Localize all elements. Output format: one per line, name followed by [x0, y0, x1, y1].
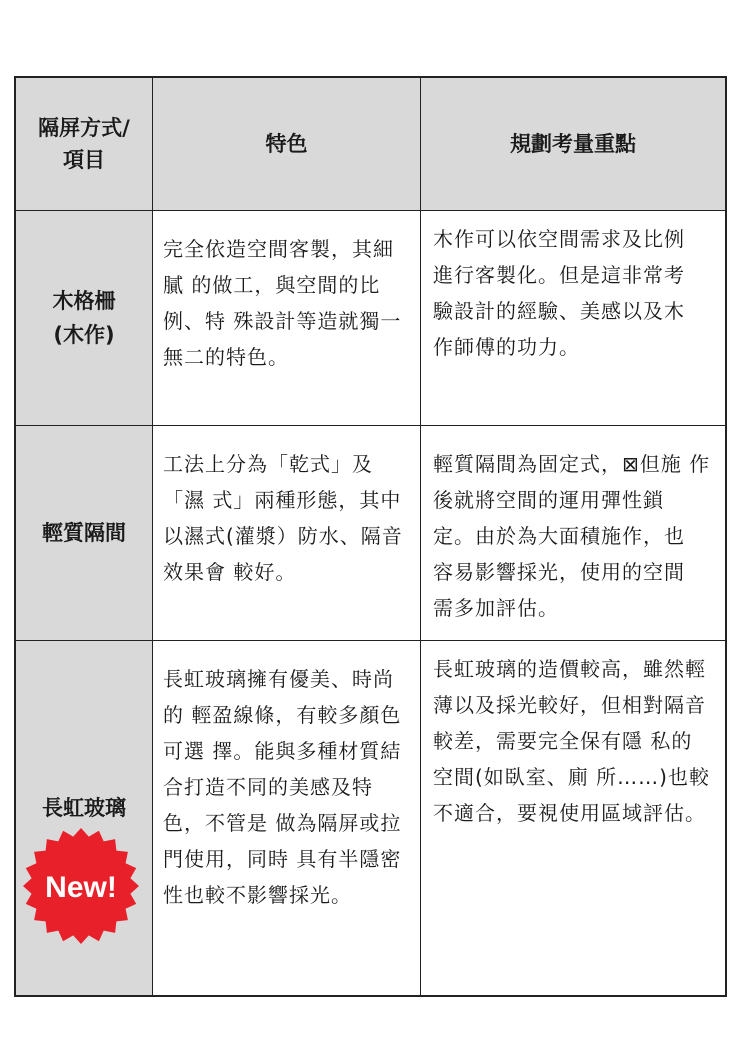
planning-wood-grille: [421, 211, 725, 426]
row-label-light-partition: [16, 426, 153, 641]
features-light-partition: [153, 426, 421, 641]
features-text: 工法上分為「乾式」及「濕 式」兩種形態，其中以濕式(灌漿）防水、隔音效果會 較好。: [163, 452, 403, 584]
header-planning: [421, 78, 725, 211]
features-fluted-glass: [153, 641, 421, 995]
row-label-wood-grille: [16, 211, 153, 426]
new-badge: [22, 827, 140, 945]
row-label-text: 長虹玻璃: [42, 796, 126, 820]
planning-light-partition: [421, 426, 725, 641]
new-badge-icon: [22, 827, 140, 945]
new-badge-text: New!: [45, 871, 117, 904]
header-features: [153, 78, 421, 211]
row-label-text: 輕質隔間: [42, 521, 126, 545]
features-wood-grille: [153, 211, 421, 426]
features-text: 完全依造空間客製，其細膩 的做工，與空間的比例、特 殊設計等造就獨一無二的特色。: [163, 237, 402, 369]
row-label-fluted-glass: [16, 641, 153, 995]
planning-text: 輕質隔間為固定式，⊠但施 作後就將空間的運用彈性鎖 定。由於為大面積施作，也 容易影響採光，使用的空間 需多加評估。: [433, 452, 711, 620]
header-features-label: 特色: [265, 132, 308, 156]
features-text: 長虹玻璃擁有優美、時尚的 輕盈線條，有較多顏色可選 擇。能與多種材質結合打造不同的美感及特色，不管是 做為隔屏或拉門使用，同時 具有半隱密性也較不影響採光。: [163, 667, 402, 907]
comparison-table: [14, 76, 727, 997]
planning-fluted-glass: [421, 641, 725, 995]
header-method: [16, 78, 153, 211]
row-label-text: 木格柵 (木作): [52, 289, 116, 347]
header-planning-label: 規劃考量重點: [510, 132, 636, 156]
header-method-label: 隔屏方式/ 項目: [38, 116, 130, 172]
planning-text: 木作可以依空間需求及比例 進行客製化。但是這非常考 驗設計的經驗、美感以及木 作師傅的功力。: [433, 227, 685, 359]
planning-text: 長虹玻璃的造價較高，雖然輕薄以及採光較好，但相對隔音較差，需要完全保有隱 私的空間(如臥室、廁 所……)也較不適合，要視使用區域評估。: [433, 657, 710, 825]
